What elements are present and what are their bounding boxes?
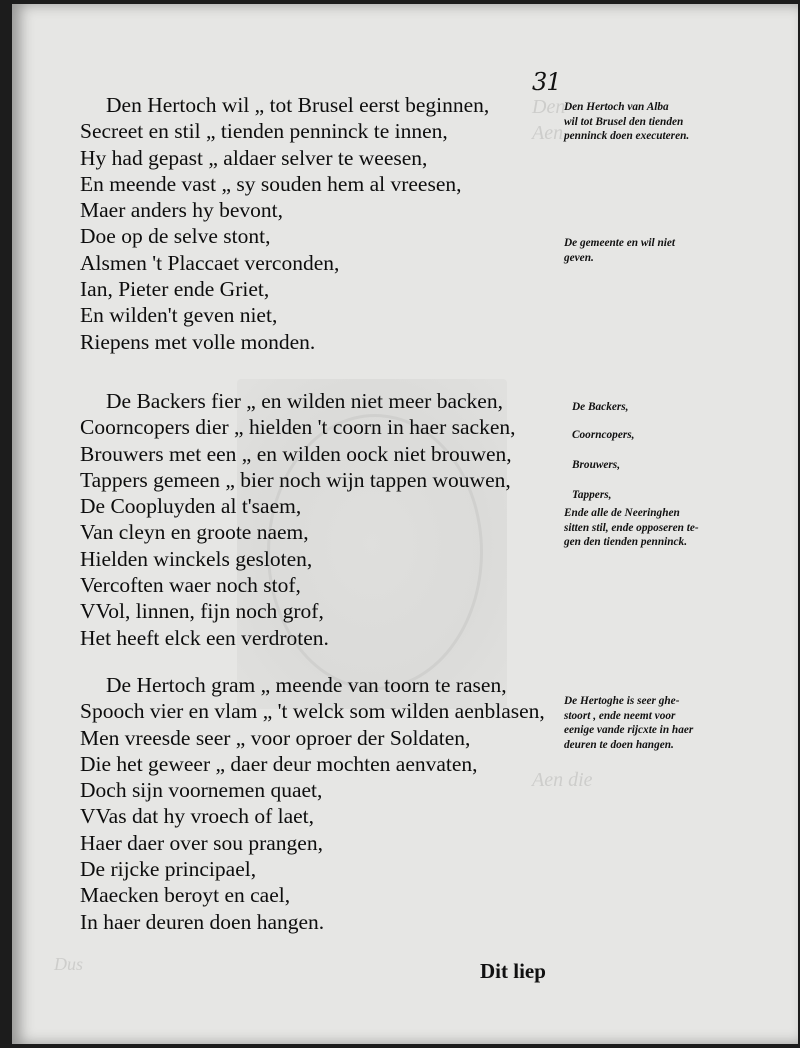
verse-line: Maer anders hy bevont, <box>80 198 283 223</box>
verse-line: En wilden't geven niet, <box>80 303 278 328</box>
note-line: Tappers, <box>572 489 612 501</box>
verse-line: Haer daer over sou prangen, <box>80 830 323 855</box>
bleed-through-text: Aen <box>532 122 564 144</box>
note-line: De Hertoghe is seer ghe- <box>564 695 680 707</box>
bleed-through-text: Aen die <box>532 769 593 791</box>
verse-line: Alsmen 't Placcaet verconden, <box>80 250 340 275</box>
verse-line: Vercoften waer noch stof, <box>80 573 301 598</box>
verse-line: Riepens met volle monden. <box>80 329 316 354</box>
stanza-2 <box>70 388 516 651</box>
note-line: Coorncopers, <box>572 429 635 441</box>
note-line: eenige vande rijcxte in haer <box>564 724 694 736</box>
verse-line: En meende vast „ sy souden hem al vreesen, <box>80 171 462 196</box>
verse-line: Brouwers met een „ en wilden oock niet brouwen, <box>80 441 512 466</box>
note-line: sitten stil, ende opposeren te- <box>564 521 699 534</box>
page-number: 31 <box>532 68 561 96</box>
verse-line: Tappers gemeen „ bier noch wijn tappen wouwen, <box>80 467 511 492</box>
marginal-note <box>572 400 628 415</box>
note-line: penninck doen executeren. <box>564 130 690 142</box>
verse-line: Hielden winckels gesloten, <box>80 546 313 571</box>
verse-line: Maecken beroyt en cael, <box>80 883 291 908</box>
marginal-note <box>572 458 620 473</box>
verse-line: Hy had gepast „ aldaer selver te weesen, <box>80 145 428 170</box>
book-page <box>12 4 798 1044</box>
verse-line: Die het geweer „ daer deur mochten aenvaten, <box>80 751 478 776</box>
note-line: gen den tienden penninck. <box>564 536 688 548</box>
marginal-note <box>564 100 689 144</box>
verse-line: Den Hertoch wil „ tot Brusel eerst beginnen, <box>106 93 490 117</box>
verse-line: In haer deuren doen hangen. <box>80 909 325 934</box>
note-line: wil tot Brusel den tienden <box>564 115 684 128</box>
verse-line: Doe op de selve stont, <box>80 224 271 249</box>
verse-line: De Backers fier „ en wilden niet meer backen, <box>106 389 503 413</box>
verse-line: Secreet en stil „ tienden penninck te innen, <box>80 119 448 144</box>
verse-line: Van cleyn en groote naem, <box>80 520 309 545</box>
verse-line: De rijcke principael, <box>80 857 257 882</box>
marginal-note <box>564 236 675 265</box>
note-line: Den Hertoch van Alba <box>564 101 669 113</box>
note-line: geven. <box>564 251 594 264</box>
note-line: De gemeente en wil niet <box>564 237 676 249</box>
verse-line: Coorncopers dier „ hielden 't coorn in haer sacken, <box>80 415 516 440</box>
note-line: stoort , ende neemt voor <box>564 709 676 722</box>
verse-line: De Coopluyden al t'saem, <box>80 494 302 519</box>
note-line: deuren te doen hangen. <box>564 738 674 751</box>
marginal-note <box>564 506 699 550</box>
verse-line: Het heeft elck een verdroten. <box>80 625 329 650</box>
verse-line: Ian, Pieter ende Griet, <box>80 277 270 302</box>
verse-line: Men vreesde seer „ voor oproer der Soldaten, <box>80 725 471 750</box>
verse-line: Doch sijn voornemen quaet, <box>80 778 323 803</box>
verse-line: VVas dat hy vroech of laet, <box>80 804 315 829</box>
bleed-through-text: Den <box>532 96 566 118</box>
verse-line: Spooch vier en vlam „ 't welck som wilden aenblasen, <box>80 699 545 724</box>
marginal-note <box>572 428 634 443</box>
stanza-3 <box>70 672 545 935</box>
note-line: Ende alle de Neeringhen <box>564 507 680 519</box>
marginal-note <box>572 488 611 503</box>
note-line: Brouwers, <box>572 459 621 471</box>
bleed-through-text: Dus <box>54 954 84 974</box>
stanza-1 <box>70 92 489 355</box>
verse-line: VVol, linnen, fijn noch grof, <box>80 599 324 624</box>
catchword: Dit liep <box>480 959 546 983</box>
verse-line: De Hertoch gram „ meende van toorn te rasen, <box>106 673 507 697</box>
marginal-note <box>564 694 693 752</box>
note-line: De Backers, <box>572 401 629 413</box>
